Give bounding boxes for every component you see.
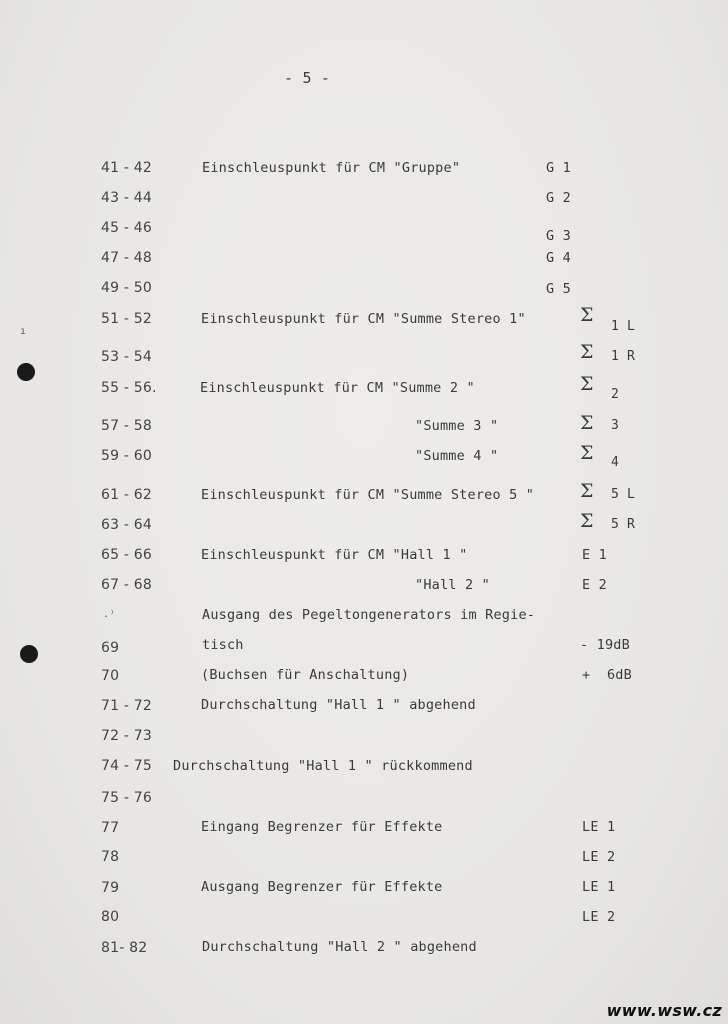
row-text: Durchschaltung "Hall 1 " abgehend	[201, 697, 476, 713]
row-number: 53 - 54	[101, 349, 152, 365]
row-number: 67 - 68	[101, 577, 152, 593]
row-number: 77	[101, 820, 120, 836]
row-number: 80	[101, 909, 120, 925]
row-text: Einschleuspunkt für CM "Hall 1 "	[201, 547, 468, 563]
row-code: - 19dB	[580, 637, 630, 653]
row-code: G 4	[546, 250, 571, 266]
row-code: LE 2	[582, 849, 616, 865]
sum-symbol: Σ	[580, 341, 594, 363]
row-code: LE 1	[582, 879, 616, 895]
row-text: "Summe 3 "	[415, 418, 499, 434]
row-text: Einschleuspunkt für CM "Gruppe"	[202, 160, 461, 176]
row-code: LE 2	[582, 909, 616, 925]
row-code: G 1	[546, 160, 571, 176]
row-number: 71 - 72	[101, 698, 152, 714]
row-number: 70	[101, 668, 120, 684]
row-code: 5 R	[611, 517, 636, 532]
row-text: tisch	[202, 637, 244, 653]
row-number: 65 - 66	[101, 547, 152, 563]
smudge-mark: .⁾	[103, 609, 116, 620]
row-code: 1 R	[611, 349, 636, 364]
punch-hole	[20, 645, 38, 663]
row-number: 78	[101, 849, 120, 865]
sum-symbol: Σ	[580, 442, 594, 464]
row-number: 81- 82	[101, 940, 148, 956]
sum-symbol: Σ	[580, 480, 594, 502]
row-text: Durchschaltung "Hall 1 " rückkommend	[173, 758, 473, 774]
row-number: 51 - 52	[101, 311, 152, 327]
row-code: G 3	[546, 228, 571, 244]
row-code: 5 L	[611, 487, 636, 502]
sum-symbol: Σ	[580, 304, 594, 326]
row-number: 43 - 44	[101, 190, 152, 206]
row-code: 3	[611, 418, 620, 433]
row-code: E 2	[582, 577, 607, 593]
sum-symbol: Σ	[580, 510, 594, 532]
row-number: 55 - 56.	[101, 380, 157, 396]
row-number: 74 - 75	[101, 758, 152, 774]
row-code: G 5	[546, 281, 571, 297]
row-text: (Buchsen für Anschaltung)	[201, 667, 410, 683]
row-number: 69	[101, 640, 120, 656]
row-text: Ausgang des Pegeltongenerators im Regie-	[202, 607, 536, 623]
watermark: www.wsw.cz	[606, 1001, 722, 1020]
row-text: Durchschaltung "Hall 2 " abgehend	[202, 939, 477, 955]
punch-hole	[17, 363, 35, 381]
row-number: 49 - 50	[101, 280, 152, 296]
row-number: 59 - 60	[101, 448, 152, 464]
row-code: 4	[611, 455, 620, 470]
sum-symbol: Σ	[580, 373, 594, 395]
row-text: Einschleuspunkt für CM "Summe Stereo 5 "	[201, 487, 535, 503]
row-text: Eingang Begrenzer für Effekte	[201, 819, 443, 835]
row-code: 1 L	[611, 319, 636, 334]
sum-symbol: Σ	[580, 412, 594, 434]
row-number: 61 - 62	[101, 487, 152, 503]
row-code: G 2	[546, 190, 571, 206]
row-number: 79	[101, 880, 120, 896]
row-text: Einschleuspunkt für CM "Summe 2 "	[200, 380, 475, 396]
row-number: 63 - 64	[101, 517, 152, 533]
row-number: 47 - 48	[101, 250, 152, 266]
row-code: 2	[611, 387, 620, 402]
row-text: Einschleuspunkt für CM "Summe Stereo 1"	[201, 311, 526, 327]
row-number: 45 - 46	[101, 220, 152, 236]
row-text: "Hall 2 "	[415, 577, 490, 593]
row-number: 57 - 58	[101, 418, 152, 434]
row-code: E 1	[582, 547, 607, 563]
speck-mark: ı	[20, 326, 27, 337]
page-number: - 5 -	[284, 69, 331, 87]
row-code: LE 1	[582, 819, 616, 835]
row-text: Ausgang Begrenzer für Effekte	[201, 879, 443, 895]
row-number: 72 - 73	[101, 728, 152, 744]
row-number: 75 - 76	[101, 790, 152, 806]
row-text: "Summe 4 "	[415, 448, 499, 464]
row-number: 41 - 42	[101, 160, 152, 176]
row-code: + 6dB	[582, 667, 632, 683]
